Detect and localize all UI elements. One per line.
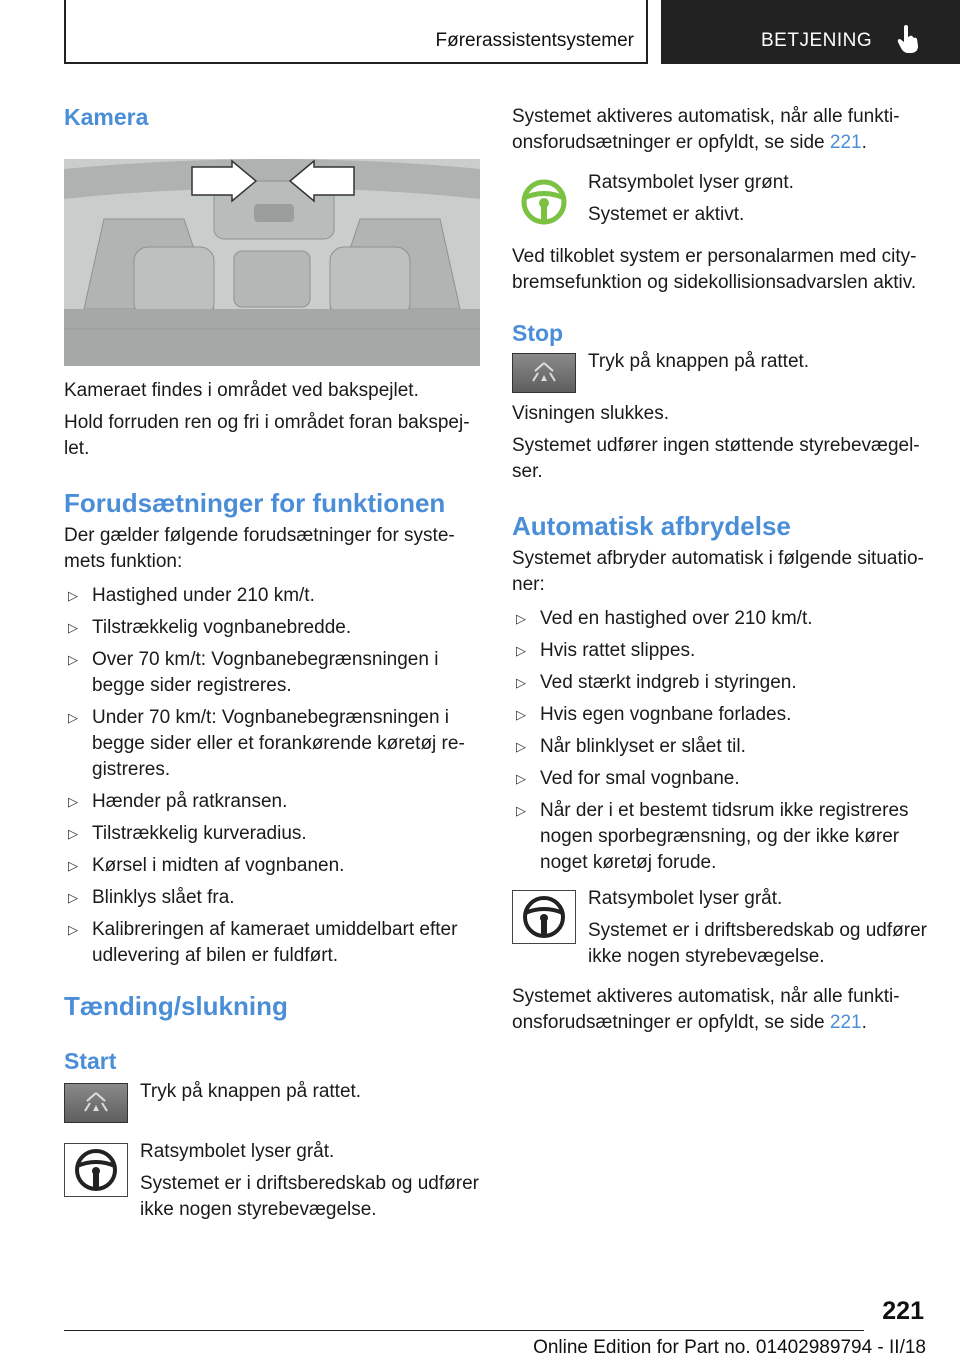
list-item: ▷ Ved en hastighed over 210 km/t. <box>512 606 930 632</box>
green-text-1: Ratsymbolet lyser grønt. <box>588 172 794 193</box>
list-item: ▷ Kørsel i midten af vognbanen. <box>64 853 482 879</box>
citybrake-text: Ved tilkoblet system er personalarmen med city-bremsefunktion og sidekollisionsadvarslen aktiv. <box>512 246 917 293</box>
list-item: ▷ Når blinklyset er slået til. <box>512 734 930 760</box>
steering-wheel-green-icon <box>512 174 576 230</box>
list-item: ▷ Ved stærkt indgreb i styringen. <box>512 670 930 696</box>
left-column <box>64 100 482 1223</box>
list-item: ▷ Tilstrækkelig kurveradius. <box>64 821 482 847</box>
list-item: ▷ Kalibreringen af kameraet umiddelbart efter udlevering af bilen er fuldført. <box>68 919 458 966</box>
activation-text-1: Systemet aktiveres automatisk, når alle funkti‐onsforudsætninger er opfyldt, se side 221. <box>512 106 900 153</box>
list-item: ▷ Over 70 km/t: Vognbanebegrænsningen i begge sider registreres. <box>68 649 439 696</box>
start-grey-row <box>64 1139 482 1223</box>
automatisk-list <box>512 606 930 876</box>
header-section-title: Førerassistentsystemer <box>435 30 634 51</box>
car-interior-illustration <box>64 159 480 366</box>
taending-heading: Tænding/slukning <box>64 991 288 1021</box>
triangle-bullet-icon: ▷ <box>68 710 78 725</box>
kamera-text-2: Hold forruden ren og fri i området foran bakspej‐let. <box>64 412 470 459</box>
automatisk-heading: Automatisk afbrydelse <box>512 511 791 541</box>
footer-divider <box>64 1330 864 1331</box>
list-item: ▷ Hastighed under 210 km/t. <box>64 583 482 609</box>
list-item: ▷ Blinklys slået fra. <box>64 885 482 911</box>
stop-button-row <box>512 349 930 395</box>
stop-heading: Stop <box>512 320 564 346</box>
start-press-text: Tryk på knappen på rattet. <box>140 1081 362 1102</box>
lane-assist-button-icon <box>64 1083 128 1123</box>
start-grey-text-1: Ratsymbolet lyser gråt. <box>140 1141 335 1162</box>
list-item: ▷ Tilstrækkelig vognbanebredde. <box>64 615 482 641</box>
grey-wheel-row <box>512 886 930 970</box>
list-item: ▷ Ved for smal vognbane. <box>512 766 930 792</box>
forudsaetninger-heading: Forudsætninger for funktionen <box>64 488 446 518</box>
grey-text-1: Ratsymbolet lyser gråt. <box>588 888 783 909</box>
lane-assist-button-icon <box>512 353 576 393</box>
list-item: ▷ Hænder på ratkransen. <box>64 789 482 815</box>
header-section-box <box>64 0 648 64</box>
start-heading: Start <box>64 1048 117 1074</box>
activation-text-2: Systemet aktiveres automatisk, når alle funkti‐onsforudsætninger er opfyldt, se side 221. <box>512 986 900 1033</box>
steering-wheel-icon <box>512 890 576 944</box>
triangle-bullet-icon: ▷ <box>68 826 78 841</box>
kamera-heading: Kamera <box>64 104 149 130</box>
list-item: ▷ Under 70 km/t: Vognbanebegrænsningen i begge sider eller et forankørende køretøj re‐gistreres. <box>68 707 465 780</box>
triangle-bullet-icon: ▷ <box>516 803 526 818</box>
triangle-bullet-icon: ▷ <box>68 588 78 603</box>
footer-edition: Online Edition for Part no. 01402989794 - II/18 <box>533 1337 926 1358</box>
stop-text-2: Systemet udfører ingen støttende styrebevægel‐ser. <box>512 435 920 482</box>
forudsaetninger-list <box>64 583 482 969</box>
triangle-bullet-icon: ▷ <box>516 739 526 754</box>
right-column <box>512 100 930 1036</box>
steering-wheel-icon <box>64 1143 128 1197</box>
triangle-bullet-icon: ▷ <box>68 922 78 937</box>
triangle-bullet-icon: ▷ <box>516 643 526 658</box>
automatisk-intro: Systemet afbryder automatisk i følgende situatio‐ner: <box>512 548 924 595</box>
forudsaetninger-intro: Der gælder følgende forudsætninger for syste‐mets funktion: <box>64 525 455 572</box>
triangle-bullet-icon: ▷ <box>516 771 526 786</box>
triangle-bullet-icon: ▷ <box>68 794 78 809</box>
hand-pointer-icon <box>897 24 919 54</box>
triangle-bullet-icon: ▷ <box>516 611 526 626</box>
list-item: ▷ Hvis egen vognbane forlades. <box>512 702 930 728</box>
kamera-text-1: Kameraet findes i området ved bakspejlet. <box>64 380 419 401</box>
triangle-bullet-icon: ▷ <box>68 652 78 667</box>
grey-text-2: Systemet er i driftsberedskab og udfører ikke nogen styrebevægelse. <box>588 920 927 967</box>
start-button-row <box>64 1079 482 1125</box>
triangle-bullet-icon: ▷ <box>516 707 526 722</box>
list-item: ▷ Hvis rattet slippes. <box>512 638 930 664</box>
stop-text-1: Visningen slukkes. <box>512 403 670 424</box>
header-chapter-box <box>661 0 960 64</box>
triangle-bullet-icon: ▷ <box>516 675 526 690</box>
triangle-bullet-icon: ▷ <box>68 858 78 873</box>
triangle-bullet-icon: ▷ <box>68 620 78 635</box>
camera-location-photo <box>64 159 480 366</box>
page-link-221[interactable]: 221 <box>829 132 862 153</box>
start-grey-text-2: Systemet er i driftsberedskab og udfører ikke nogen styrebevægelse. <box>140 1173 479 1220</box>
triangle-bullet-icon: ▷ <box>68 890 78 905</box>
list-item: ▷ Når der i et bestemt tidsrum ikke registreres nogen sporbegrænsning, og der ikke kører noget køretøj forude. <box>516 800 909 873</box>
page-link-221[interactable]: 221 <box>829 1012 862 1033</box>
stop-press-text: Tryk på knappen på rattet. <box>588 351 810 372</box>
green-text-2: Systemet er aktivt. <box>588 204 745 225</box>
green-wheel-row <box>512 170 930 230</box>
header-chapter-title: BETJENING <box>761 30 873 51</box>
page-number: 221 <box>882 1297 924 1325</box>
